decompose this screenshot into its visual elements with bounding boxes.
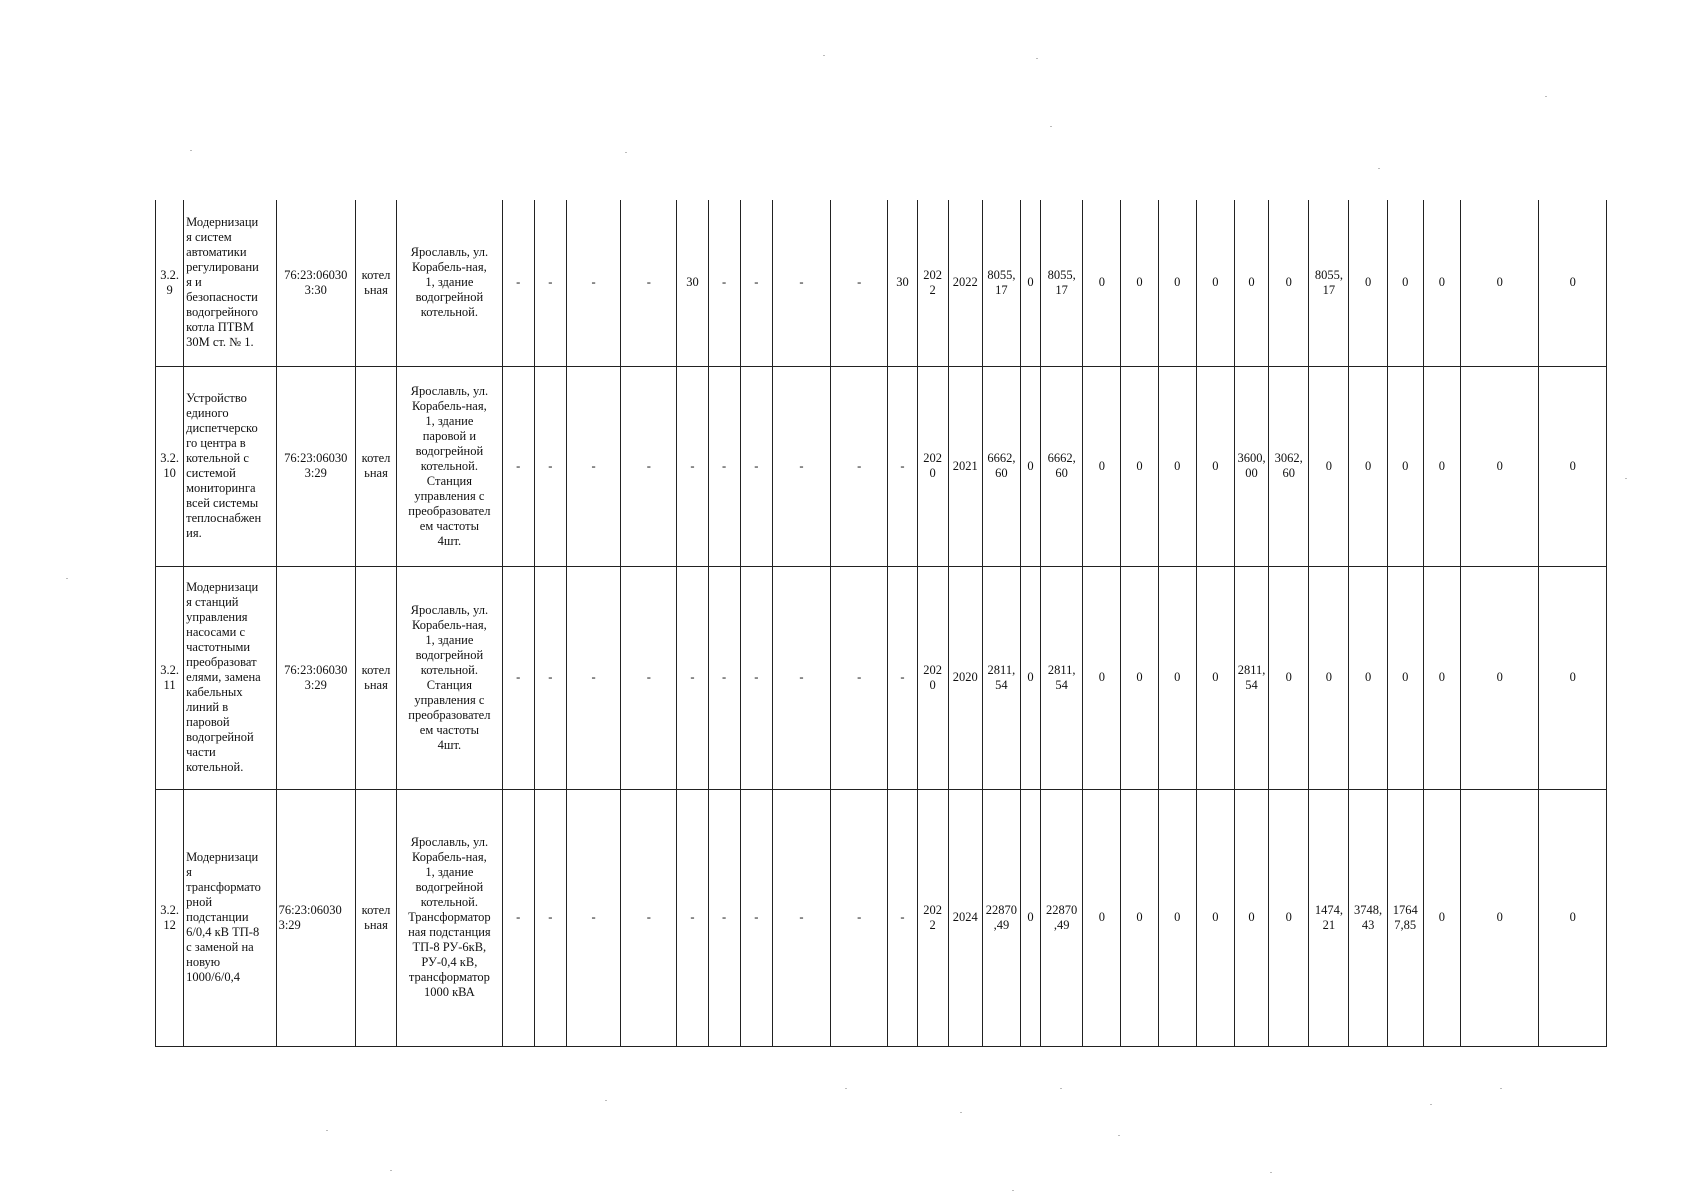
value-col-17-cell: 2020 bbox=[948, 566, 982, 789]
value-col-19-cell: 0 bbox=[1020, 200, 1040, 366]
value-col-12-cell: - bbox=[740, 566, 772, 789]
value-col-26-cell: 3062, 60 bbox=[1269, 366, 1309, 566]
value-col-30-cell: 0 bbox=[1423, 789, 1460, 1046]
object-type-cell: котел ьная bbox=[355, 566, 396, 789]
value-col-10-cell: - bbox=[677, 566, 708, 789]
value-col-9-cell: - bbox=[621, 566, 677, 789]
cadastral-number-cell: 76:23:06030 3:29 bbox=[276, 566, 355, 789]
value-col-32-cell: 0 bbox=[1539, 566, 1607, 789]
scan-speck bbox=[823, 55, 825, 56]
value-col-18-cell: 2811, 54 bbox=[982, 566, 1020, 789]
scan-speck bbox=[1118, 1135, 1120, 1136]
scan-speck bbox=[1270, 1172, 1272, 1173]
value-col-11-cell: - bbox=[708, 566, 740, 789]
work-name-cell: Модернизаци я станций управления насосами с частотными преобразоват елями, замена кабельных линий в паровой водогрейной части котельной. bbox=[184, 566, 276, 789]
value-col-14-cell: - bbox=[831, 566, 888, 789]
cadastral-number-cell: 76:23:06030 3:29 bbox=[276, 789, 355, 1046]
value-col-20-cell: 8055, 17 bbox=[1041, 200, 1083, 366]
value-col-30-cell: 0 bbox=[1423, 566, 1460, 789]
value-col-21-cell: 0 bbox=[1083, 566, 1121, 789]
value-col-10-cell: - bbox=[677, 366, 708, 566]
value-col-21-cell: 0 bbox=[1083, 200, 1121, 366]
value-col-24-cell: 0 bbox=[1196, 366, 1234, 566]
value-col-27-cell: 1474, 21 bbox=[1309, 789, 1349, 1046]
value-col-10-cell: 30 bbox=[677, 200, 708, 366]
object-type-cell: котел ьная bbox=[355, 366, 396, 566]
scan-speck bbox=[66, 578, 68, 579]
scan-speck bbox=[605, 1100, 607, 1101]
cadastral-number-cell: 76:23:06030 3:30 bbox=[276, 200, 355, 366]
cadastral-number-cell: 76:23:06030 3:29 bbox=[276, 366, 355, 566]
scan-speck bbox=[625, 152, 627, 153]
value-col-23-cell: 0 bbox=[1158, 566, 1196, 789]
value-col-18-cell: 6662, 60 bbox=[982, 366, 1020, 566]
work-name-cell: Модернизаци я систем автоматики регулировани я и безопасности водогрейного котла ПТВМ 30М ст. № 1. bbox=[184, 200, 276, 366]
value-col-31-cell: 0 bbox=[1461, 366, 1539, 566]
value-col-8-cell: - bbox=[566, 366, 620, 566]
value-col-23-cell: 0 bbox=[1158, 200, 1196, 366]
value-col-13-cell: - bbox=[772, 566, 830, 789]
value-col-16-cell: 202 2 bbox=[917, 200, 948, 366]
value-col-32-cell: 0 bbox=[1539, 200, 1607, 366]
value-col-14-cell: - bbox=[831, 366, 888, 566]
value-col-28-cell: 0 bbox=[1349, 200, 1387, 366]
value-col-6-cell: - bbox=[502, 366, 534, 566]
value-col-28-cell: 0 bbox=[1349, 566, 1387, 789]
value-col-12-cell: - bbox=[740, 789, 772, 1046]
value-col-25-cell: 0 bbox=[1234, 200, 1268, 366]
value-col-16-cell: 202 0 bbox=[917, 366, 948, 566]
scan-speck bbox=[1060, 1088, 1062, 1089]
value-col-19-cell: 0 bbox=[1020, 789, 1040, 1046]
value-col-22-cell: 0 bbox=[1121, 366, 1158, 566]
value-col-31-cell: 0 bbox=[1461, 200, 1539, 366]
item-number-cell: 3.2. 12 bbox=[156, 789, 184, 1046]
address-description-cell: Ярославль, ул. Корабель-ная, 1, здание паровой и водогрейной котельной. Станция управления с преобразовател ем частоты 4шт. bbox=[397, 366, 503, 566]
value-col-20-cell: 2811, 54 bbox=[1041, 566, 1083, 789]
value-col-29-cell: 0 bbox=[1387, 566, 1423, 789]
value-col-19-cell: 0 bbox=[1020, 366, 1040, 566]
value-col-17-cell: 2021 bbox=[948, 366, 982, 566]
address-description-cell: Ярославль, ул. Корабель-ная, 1, здание водогрейной котельной. Станция управления с преобразовател ем частоты 4шт. bbox=[397, 566, 503, 789]
scan-speck bbox=[1500, 1088, 1502, 1089]
scan-speck bbox=[1545, 96, 1547, 97]
value-col-31-cell: 0 bbox=[1461, 789, 1539, 1046]
work-name-cell: Устройство единого диспетчерско го центра в котельной с системой мониторинга всей системы теплоснабжен ия. bbox=[184, 366, 276, 566]
value-col-15-cell: 30 bbox=[888, 200, 917, 366]
value-col-21-cell: 0 bbox=[1083, 366, 1121, 566]
value-col-26-cell: 0 bbox=[1269, 200, 1309, 366]
table-row bbox=[156, 566, 1607, 789]
address-description-cell: Ярославль, ул. Корабель-ная, 1, здание водогрейной котельной. bbox=[397, 200, 503, 366]
value-col-24-cell: 0 bbox=[1196, 789, 1234, 1046]
value-col-15-cell: - bbox=[888, 566, 917, 789]
value-col-27-cell: 0 bbox=[1309, 566, 1349, 789]
item-number-cell: 3.2. 10 bbox=[156, 366, 184, 566]
value-col-27-cell: 0 bbox=[1309, 366, 1349, 566]
value-col-9-cell: - bbox=[621, 366, 677, 566]
scan-speck bbox=[326, 1130, 328, 1131]
value-col-12-cell: - bbox=[740, 366, 772, 566]
scan-speck bbox=[390, 1170, 392, 1171]
table-row bbox=[156, 789, 1607, 1046]
value-col-12-cell: - bbox=[740, 200, 772, 366]
value-col-32-cell: 0 bbox=[1539, 789, 1607, 1046]
value-col-28-cell: 0 bbox=[1349, 366, 1387, 566]
value-col-6-cell: - bbox=[502, 789, 534, 1046]
scan-speck bbox=[960, 1112, 962, 1113]
table-body bbox=[156, 200, 1607, 1046]
scan-speck bbox=[1378, 168, 1380, 169]
value-col-22-cell: 0 bbox=[1121, 789, 1158, 1046]
value-col-8-cell: - bbox=[566, 566, 620, 789]
value-col-9-cell: - bbox=[621, 200, 677, 366]
value-col-7-cell: - bbox=[534, 789, 566, 1046]
value-col-17-cell: 2024 bbox=[948, 789, 982, 1046]
value-col-11-cell: - bbox=[708, 789, 740, 1046]
scan-speck bbox=[1430, 1104, 1432, 1105]
value-col-23-cell: 0 bbox=[1158, 366, 1196, 566]
value-col-6-cell: - bbox=[502, 566, 534, 789]
value-col-20-cell: 6662, 60 bbox=[1041, 366, 1083, 566]
value-col-27-cell: 8055, 17 bbox=[1309, 200, 1349, 366]
value-col-9-cell: - bbox=[621, 789, 677, 1046]
table-row bbox=[156, 200, 1607, 366]
item-number-cell: 3.2. 9 bbox=[156, 200, 184, 366]
object-type-cell: котел ьная bbox=[355, 200, 396, 366]
scan-speck bbox=[1036, 58, 1038, 59]
value-col-24-cell: 0 bbox=[1196, 200, 1234, 366]
value-col-26-cell: 0 bbox=[1269, 566, 1309, 789]
value-col-17-cell: 2022 bbox=[948, 200, 982, 366]
value-col-29-cell: 0 bbox=[1387, 200, 1423, 366]
value-col-7-cell: - bbox=[534, 200, 566, 366]
value-col-26-cell: 0 bbox=[1269, 789, 1309, 1046]
value-col-7-cell: - bbox=[534, 366, 566, 566]
value-col-14-cell: - bbox=[831, 200, 888, 366]
table-row bbox=[156, 366, 1607, 566]
scan-speck bbox=[190, 150, 192, 151]
value-col-10-cell: - bbox=[677, 789, 708, 1046]
value-col-22-cell: 0 bbox=[1121, 566, 1158, 789]
value-col-11-cell: - bbox=[708, 366, 740, 566]
value-col-6-cell: - bbox=[502, 200, 534, 366]
value-col-21-cell: 0 bbox=[1083, 789, 1121, 1046]
scan-speck bbox=[845, 1088, 847, 1089]
scan-speck bbox=[1625, 478, 1627, 479]
object-type-cell: котел ьная bbox=[355, 789, 396, 1046]
value-col-25-cell: 2811, 54 bbox=[1234, 566, 1268, 789]
value-col-18-cell: 8055, 17 bbox=[982, 200, 1020, 366]
item-number-cell: 3.2. 11 bbox=[156, 566, 184, 789]
value-col-24-cell: 0 bbox=[1196, 566, 1234, 789]
address-description-cell: Ярославль, ул. Корабель-ная, 1, здание водогрейной котельной. Трансформатор ная подстанция ТП-8 РУ-6кВ, РУ-0,4 кВ, трансформатор 1000 кВА bbox=[397, 789, 503, 1046]
value-col-29-cell: 0 bbox=[1387, 366, 1423, 566]
value-col-32-cell: 0 bbox=[1539, 366, 1607, 566]
value-col-30-cell: 0 bbox=[1423, 366, 1460, 566]
value-col-8-cell: - bbox=[566, 789, 620, 1046]
value-col-31-cell: 0 bbox=[1461, 566, 1539, 789]
value-col-30-cell: 0 bbox=[1423, 200, 1460, 366]
value-col-29-cell: 1764 7,85 bbox=[1387, 789, 1423, 1046]
value-col-8-cell: - bbox=[566, 200, 620, 366]
value-col-25-cell: 0 bbox=[1234, 789, 1268, 1046]
scan-speck bbox=[1012, 1190, 1014, 1191]
scan-speck bbox=[1050, 126, 1052, 127]
value-col-11-cell: - bbox=[708, 200, 740, 366]
value-col-14-cell: - bbox=[831, 789, 888, 1046]
value-col-16-cell: 202 2 bbox=[917, 789, 948, 1046]
value-col-15-cell: - bbox=[888, 366, 917, 566]
value-col-13-cell: - bbox=[772, 200, 830, 366]
value-col-16-cell: 202 0 bbox=[917, 566, 948, 789]
investment-program-table bbox=[155, 200, 1607, 1047]
work-name-cell: Модернизаци я трансформато рной подстанции 6/0,4 кВ ТП-8 с заменой на новую 1000/6/0,4 bbox=[184, 789, 276, 1046]
value-col-18-cell: 22870 ,49 bbox=[982, 789, 1020, 1046]
value-col-25-cell: 3600, 00 bbox=[1234, 366, 1268, 566]
value-col-13-cell: - bbox=[772, 366, 830, 566]
value-col-7-cell: - bbox=[534, 566, 566, 789]
value-col-13-cell: - bbox=[772, 789, 830, 1046]
value-col-23-cell: 0 bbox=[1158, 789, 1196, 1046]
value-col-15-cell: - bbox=[888, 789, 917, 1046]
value-col-28-cell: 3748, 43 bbox=[1349, 789, 1387, 1046]
value-col-20-cell: 22870 ,49 bbox=[1041, 789, 1083, 1046]
value-col-19-cell: 0 bbox=[1020, 566, 1040, 789]
value-col-22-cell: 0 bbox=[1121, 200, 1158, 366]
